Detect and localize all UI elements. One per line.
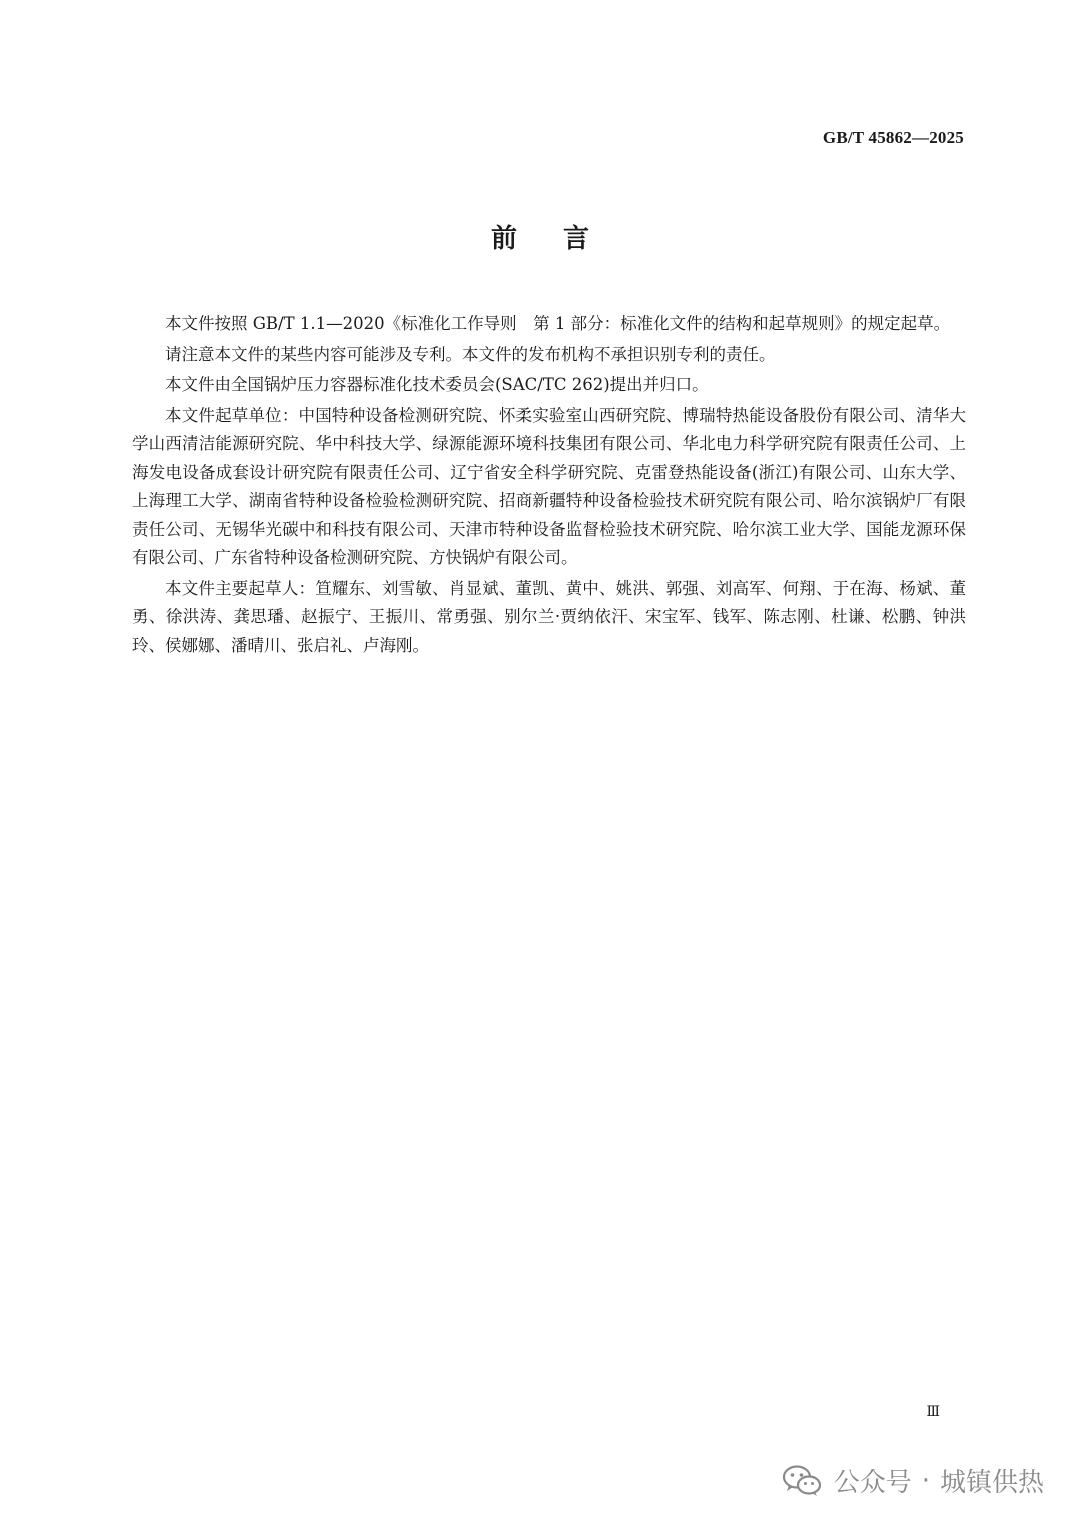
- wechat-icon: [782, 1464, 822, 1498]
- watermark-separator: ·: [921, 1465, 930, 1496]
- paragraph-drafters: 本文件主要起草人：笪耀东、刘雪敏、肖显斌、董凯、黄中、姚洪、郭强、刘高军、何翔、于在海、杨斌、董勇、徐洪涛、龚思璠、赵振宁、王振川、常勇强、别尔兰·贾纳依汗、宋宝军、钱军、陈志刚、杜谦、松鹏、钟洪玲、侯娜娜、潘晴川、张启礼、卢海刚。: [132, 578, 966, 655]
- page-number: Ⅲ: [926, 1404, 940, 1420]
- paragraph-patent-notice: 请注意本文件的某些内容可能涉及专利。本文件的发布机构不承担识别专利的责任。: [165, 344, 776, 364]
- watermark-label: 公众号: [833, 1468, 912, 1498]
- watermark-account: 城镇供热: [939, 1468, 1044, 1498]
- foreword-body: [132, 310, 966, 662]
- page-title: 前言: [490, 224, 635, 254]
- paragraph-committee: 本文件由全国锅炉压力容器标准化技术委员会(SAC/TC 262)提出并归口。: [165, 375, 709, 394]
- paragraph-drafting-rules: 本文件按照 GB/T 1.1—2020《标准化工作导则 第 1 部分：标准化文件的结构和起草规则》的规定起草。: [165, 314, 951, 333]
- standard-number: GB/T 45862—2025: [822, 128, 964, 147]
- paragraph-drafting-units: 本文件起草单位：中国特种设备检测研究院、怀柔实验室山西研究院、博瑞特热能设备股份有限公司、清华大学山西清洁能源研究院、华中科技大学、绿源能源环境科技集团有限公司、华北电力科学研究院有限责任公司、上海发电设备成套设计研究院有限责任公司、辽宁省安全科学研究院、克雷登热能设备(浙江)有限公司、山东大学、上海理工大学、湖南省特种设备检验检测研究院、招商新疆特种设备检验技术研究院有限公司、哈尔滨锅炉厂有限责任公司、无锡华光碳中和科技有限公司、天津市特种设备监督检验技术研究院、哈尔滨工业大学、国能龙源环保有限公司、广东省特种设备检测研究院、方快锅炉有限公司。: [132, 405, 966, 567]
- watermark: [782, 1462, 1044, 1499]
